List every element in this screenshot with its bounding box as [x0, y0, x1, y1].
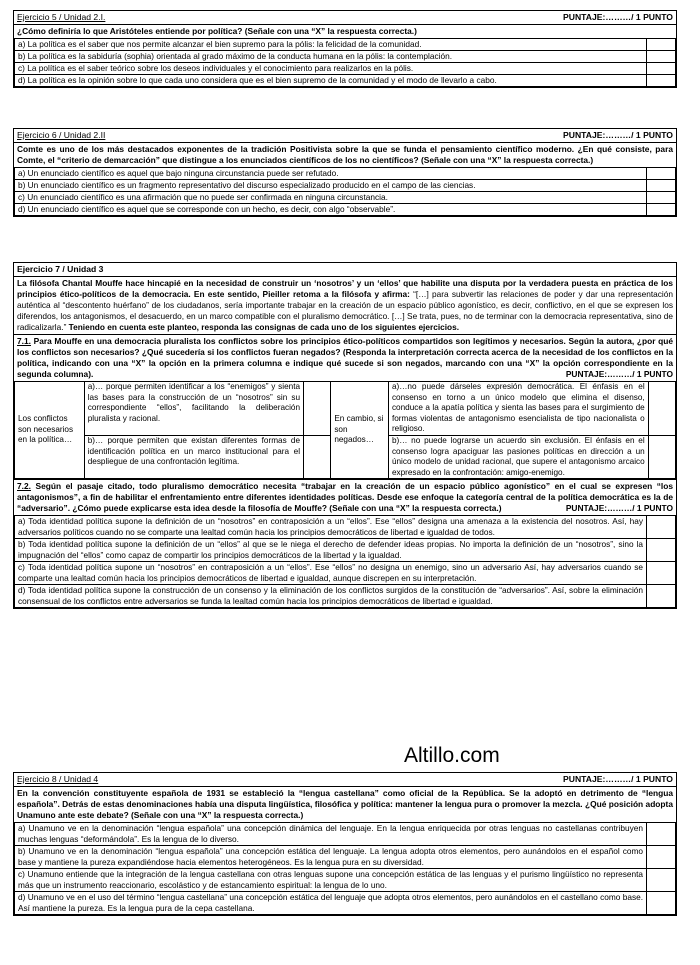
subquestion-7-2	[14, 479, 676, 515]
options-table	[14, 822, 676, 915]
option-row	[15, 75, 676, 87]
question-text: Comte es uno de los más destacados exponentes de la tradición Positivista sobre la que se funda el pensamiento científico moderno. ¿En qué consiste, para Comte, el “criterio de demarcación” que distingue a los enunciados científicos de los no científicos? (Señale con una “X” la respuesta correcta.)	[14, 142, 676, 167]
subquestion-text: Para Mouffe en una democracia pluralista los conflictos sobre los principios ético-políticos compartidos son legítimos y necesarios. Según la autora, ¿por qué los conflictos son necesarios? ¿Qué sucedería si los conflictos fueran negados? (Responda la interpretación correcta acerca de la necesidad de los conflictos en la política, indicando con una “X” la opción en la primera columna e indique qué sucede si son negados, marcando con una “X” la opción correspondiente en la segunda columna).	[17, 336, 674, 379]
option-row	[15, 869, 676, 892]
options-table	[14, 167, 676, 216]
option-text: d) Toda identidad política supone la construcción de un consenso y la eliminación de los conflictos surgidos de la constitución de “adversarios”. Así, sobre la eliminación consensual de los conflictos entre adversarios se funda la lealtad común hacia los principios democráticos de libertad e igualdad.	[15, 585, 647, 608]
answer-box[interactable]	[647, 823, 676, 846]
options-table	[14, 38, 676, 87]
option-text: d) Unamuno ve en el uso del término “lengua castellana” una concepción estática del lenguaje que adopta otros elementos, pero aunándolos en el castellano como base. Así mantiene la pureza. Es la lengua pura de la cepa castellana.	[15, 892, 647, 915]
option-row	[15, 51, 676, 63]
option-text: a) Un enunciado científico es aquel que bajo ninguna circunstancia puede ser refutado.	[15, 168, 647, 180]
grid-left-label: Los conflictos son necesarios en la política…	[15, 382, 85, 479]
answer-box[interactable]	[647, 63, 676, 75]
option-text: c) Toda identidad política supone un “nosotros” en contraposición a un “ellos”. Ese “ellos” no designa un enemigo, sino un adversario Así, hay adversarios cuando se comparte una lealtad común hacia los principios democráticos de libertad e igualdad, aunque discrepen en su interpretación.	[15, 562, 647, 585]
subquestion-number: 7.2.	[17, 481, 31, 492]
answer-box[interactable]	[647, 562, 676, 585]
question-text: En la convención constituyente española de 1931 se estableció la “lengua castellana” como oficial de la República. Se la adoptó en detrimento de “lengua española”. Detrás de estas denominaciones había una disputa lingüística, filosófica y política: mantener la lengua pura o promover la mezcla. ¿Qué posición adopta Unamuno ante este debate? (Señale con una “X” la respuesta correcta.)	[14, 786, 676, 822]
exercise-8	[13, 772, 677, 916]
grid-mid-label: En cambio, si son negados…	[331, 382, 389, 479]
answer-box[interactable]	[647, 892, 676, 915]
exercise-header	[14, 129, 676, 142]
subquestion-7-1	[14, 334, 676, 381]
option-row	[15, 539, 676, 562]
answer-box[interactable]	[648, 435, 675, 478]
option-text: d) Un enunciado científico es aquel que se corresponde con un hecho, es decir, con algo “observable”.	[15, 204, 647, 216]
answer-box[interactable]	[648, 382, 675, 436]
exercise-6	[13, 128, 677, 217]
score-label: PUNTAJE:………/ 1 PUNTO	[563, 130, 673, 140]
exercise-7	[13, 262, 677, 609]
grid-left-option-a: a)… porque permiten identificar a los “enemigos” y sienta las bases para la construcción de un “nosotros” sin su correspondiente “ellos”, facilitando la deliberación pluralista y racional.	[84, 382, 303, 436]
intro-bold: La filósofa Chantal Mouffe hace hincapié en la necesidad de construir un ‘nosotros’ y un ‘ellos’ que habilite una disputa por la verdadera puesta en práctica de los principios ético-políticos de la democracia. En este sentido, Pieiller retoma a la filósofa y afirma:	[17, 278, 673, 299]
answer-box[interactable]	[647, 585, 676, 608]
exercise-title: Ejercicio 7 / Unidad 3	[17, 264, 104, 274]
option-row	[15, 204, 676, 216]
option-row	[15, 168, 676, 180]
exercise-title: Ejercicio 6 / Unidad 2.II	[17, 130, 106, 140]
option-text: a) Toda identidad política supone la definición de un “nosotros” en contraposición a un “ellos”. Ese “ellos” designa una amenaza a la existencia del nosotros. Así, hay adversarios políticos cuando no se comparte una lealtad común hacia los principios democráticos de libertad e igualdad de todos.	[15, 516, 647, 539]
option-text: c) La política es el saber teórico sobre los deseos individuales y el conocimiento para realizarlos en la pólis.	[15, 63, 647, 75]
intro-text	[14, 276, 676, 334]
option-text: b) La política es la sabiduría (sophia) orientada al grado máximo de la conducta humana en la pólis: la contemplación.	[15, 51, 647, 63]
exercise-header	[14, 263, 676, 276]
option-text: a) La política es el saber que nos permite alcanzar el bien supremo para la pólis: la felicidad de la comunidad.	[15, 39, 647, 51]
answer-box[interactable]	[647, 180, 676, 192]
answer-box[interactable]	[647, 39, 676, 51]
answer-box[interactable]	[647, 869, 676, 892]
grid-right-option-b: b)… no puede lograrse un acuerdo sin exclusión. El énfasis en el consenso logra apaciguar las pasiones políticas en dirección a un único modelo de unidad racional, que supere el antagonismo arcaico expresado en la confrontación: amigo-enemigo.	[388, 435, 648, 478]
subquestion-number: 7.1.	[17, 336, 31, 346]
answer-box[interactable]	[647, 204, 676, 216]
option-row	[15, 823, 676, 846]
score-label: PUNTAJE:………/ 1 PUNTO	[565, 369, 673, 379]
score-label: PUNTAJE:………/ 1 PUNTO	[565, 503, 673, 514]
option-row	[15, 192, 676, 204]
conflict-grid	[14, 381, 676, 479]
intro-quote: “[…] para subvertir las relaciones de poder y dar una representación auténtica al “descontento huérfano” de los ciudadanos, sería importante trabajar en la creación de un espacio público agonístico, es decir, conflictivo, en el que se expresen los diferendos, los antagonismos, el desacuerdo, en un marco compatible con el pluralismo democrático. […] Se trata, pues, no de terminar con la democracia representativa, sino de radicalizarla.”	[17, 289, 673, 332]
exercise-title: Ejercicio 8 / Unidad 4	[17, 774, 99, 784]
score-label: PUNTAJE:………/ 1 PUNTO	[563, 774, 673, 784]
option-text: c) Un enunciado científico es una afirmación que no puede ser confirmada en ninguna circunstancia.	[15, 192, 647, 204]
option-text: b) Toda identidad política supone la definición de un “ellos” al que se le niega el derecho de defender ideas propias. No importa la definición de un “nosotros”, sino la impugnación del “ellos” como capaz de compartir los principios democráticos de la libertad y la igualdad.	[15, 539, 647, 562]
answer-box[interactable]	[647, 75, 676, 87]
answer-box[interactable]	[647, 168, 676, 180]
option-row	[15, 63, 676, 75]
option-row	[15, 180, 676, 192]
answer-box[interactable]	[647, 846, 676, 869]
subquestion-text: Según el pasaje citado, todo pluralismo democrático necesita “trabajar en la creación de un espacio público agonístico” en el cual se expresen “los antagonismos”, a fin de habilitar el enfrentamiento entre diferentes identidades políticas. Desde ese enfoque la categoría central de la política democrática es la de “adversario”. ¿Cómo puede explicarse esta idea desde la filosofía de Mouffe? (Señale con una “X” la respuesta correcta.)	[17, 481, 674, 514]
option-text: c) Unamuno entiende que la integración de la lengua castellana con otras lenguas supone una concepción estática de las lenguas y el purismo lingüístico no representa más que un instrumento reaccionario, escolástico y de estancamiento espiritual: la lengua de lo uno.	[15, 869, 647, 892]
score-label: PUNTAJE:………/ 1 PUNTO	[563, 12, 673, 22]
exercise-title: Ejercicio 5 / Unidad 2.I.	[17, 12, 106, 22]
answer-box[interactable]	[647, 192, 676, 204]
answer-box[interactable]	[647, 539, 676, 562]
watermark-text: Altillo.com	[404, 744, 500, 767]
grid-right-option-a: a)…no puede dárseles expresión democrática. El énfasis en el consenso en torno a un único modelo que elimina el disenso, conduce a la apatía política y sienta las bases para el surgimiento de formas violentas de antagonismo esencialista de tipo nacionalista o religioso.	[388, 382, 648, 436]
options-table	[14, 515, 676, 608]
exercise-header	[14, 11, 676, 24]
option-text: a) Unamuno ve en la denominación “lengua española” una concepción dinámica del lenguaje. En la lengua enriquecida por otras lenguas no castellanas contribuyen muchas lenguas “deformándola”. Es la lengua de lo diverso.	[15, 823, 647, 846]
answer-box[interactable]	[304, 382, 331, 436]
grid-left-option-b: b)… porque permiten que existan diferentes formas de identificación política en un marco institucional para el despliegue de una confrontación legítima.	[84, 435, 303, 478]
answer-box[interactable]	[304, 435, 331, 478]
option-row	[15, 39, 676, 51]
option-text: b) Un enunciado científico es un fragmento representativo del discurso especializado producido en el campo de las ciencias.	[15, 180, 647, 192]
answer-box[interactable]	[647, 516, 676, 539]
option-row	[15, 892, 676, 915]
exercise-5	[13, 10, 677, 88]
option-row	[15, 585, 676, 608]
intro-tail: Teniendo en cuenta este planteo, responda las consignas de cada uno de los siguientes ejercicios.	[68, 322, 460, 332]
answer-box[interactable]	[647, 51, 676, 63]
option-row	[15, 516, 676, 539]
exercise-header	[14, 773, 676, 786]
question-text: ¿Cómo definiría lo que Aristóteles entiende por política? (Señale con una “X” la respuesta correcta.)	[14, 24, 676, 38]
option-row	[15, 562, 676, 585]
option-text: b) Unamuno ve en la denominación “lengua española” una concepción estática del lenguaje. La lengua adopta otros elementos, pero aunándolos en el español como base y mantiene la pureza expandiéndose hacia elementos heterogéneos. Es la lengua pura en su diversidad.	[15, 846, 647, 869]
option-text: d) La política es la opinión sobre lo que cada uno considera que es el bien supremo de la comunidad y el modo de llevarlo a cabo.	[15, 75, 647, 87]
option-row	[15, 846, 676, 869]
